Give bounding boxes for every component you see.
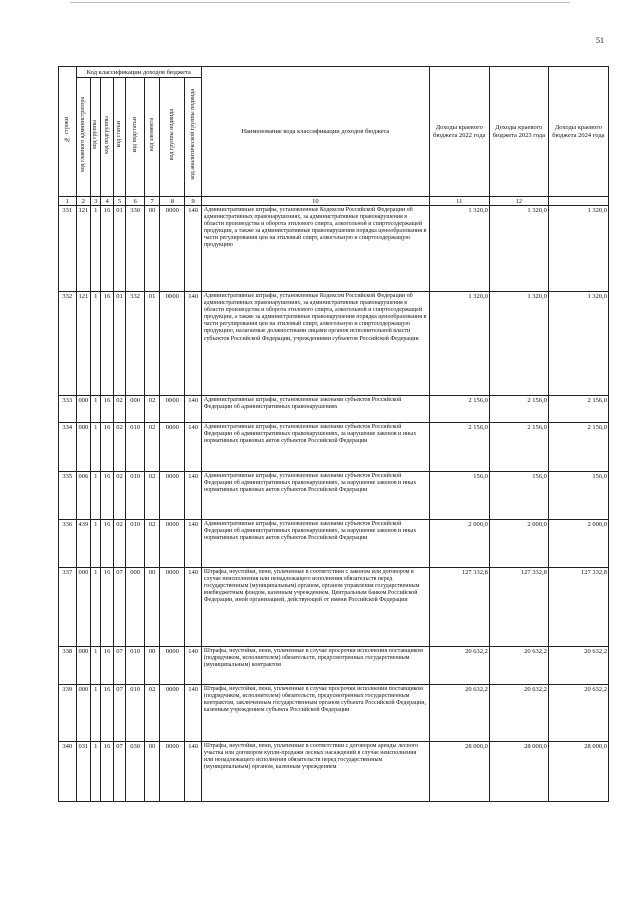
column-number: 2 (76, 197, 90, 206)
income-2022: 1 320,0 (429, 292, 489, 396)
row-number: 339 (59, 685, 77, 742)
row-number: 333 (59, 396, 77, 423)
code-admin: 439 (76, 520, 90, 568)
code-article: 07 (113, 685, 125, 742)
income-2024: 2 156,0 (548, 396, 608, 423)
column-number (548, 197, 608, 206)
code-analytic-group: 140 (185, 647, 202, 685)
header-code-subgroup: код подгруппы (101, 78, 113, 197)
income-2024: 20 632,2 (548, 647, 608, 685)
code-admin: 000 (76, 647, 90, 685)
code-subgroup: 16 (101, 292, 113, 396)
code-analytic-group: 140 (185, 396, 202, 423)
header-row-number: № строки (59, 67, 77, 197)
row-number: 332 (59, 292, 77, 396)
code-article: 01 (113, 292, 125, 396)
code-subarticle: 330 (126, 206, 145, 292)
income-2022: 20 632,2 (429, 685, 489, 742)
code-group: 1 (91, 520, 101, 568)
code-subarticle: 000 (126, 568, 145, 647)
income-2023: 1 320,0 (489, 292, 548, 396)
income-2024: 2 000,0 (548, 520, 608, 568)
code-analytic-group: 140 (185, 292, 202, 396)
column-number: 1 (59, 197, 77, 206)
header-code-article: код статьи (113, 78, 125, 197)
code-admin: 121 (76, 292, 90, 396)
row-name: Административные штрафы, установленные Кодексом Российской Федерации об административных правонарушениях, за административные правонарушения в области производства и оборота этилового спирта, алкогольной и спиртосодержащей продукции, а также за административные правонарушения порядка ценообразования в части регулирования цен на этиловый спирт, алкогольную и спиртосодержащую продукцию (201, 206, 429, 292)
income-2022: 1 320,0 (429, 206, 489, 292)
income-2023: 2 156,0 (489, 423, 548, 472)
code-admin: 121 (76, 206, 90, 292)
code-article: 02 (113, 396, 125, 423)
column-number: 5 (113, 197, 125, 206)
column-number: 4 (101, 197, 113, 206)
code-subgroup: 16 (101, 568, 113, 647)
column-number: 10 (201, 197, 429, 206)
code-admin: 006 (76, 472, 90, 520)
column-number: 6 (126, 197, 145, 206)
code-article: 07 (113, 568, 125, 647)
code-subtype-group: 0000 (160, 742, 185, 802)
code-subgroup: 16 (101, 647, 113, 685)
income-2024: 1 320,0 (548, 206, 608, 292)
row-name: Административные штрафы, установленные законами субъектов Российской Федерации об административных правонарушениях, за нарушение законов и иных нормативных правовых актов субъектов Российской Федерации (201, 520, 429, 568)
row-number: 337 (59, 568, 77, 647)
code-element: 02 (144, 472, 160, 520)
code-subtype-group: 0000 (160, 472, 185, 520)
income-2023: 28 000,0 (489, 742, 548, 802)
code-subarticle: 010 (126, 685, 145, 742)
income-2022: 2 156,0 (429, 423, 489, 472)
code-subgroup: 16 (101, 685, 113, 742)
code-subtype-group: 0000 (160, 396, 185, 423)
code-article: 07 (113, 647, 125, 685)
code-element: 01 (144, 292, 160, 396)
row-name: Административные штрафы, установленные законами субъектов Российской Федерации об административных правонарушениях, за нарушение законов и иных нормативных правовых актов субъектов Российской Федерации (201, 472, 429, 520)
code-subtype-group: 0000 (160, 292, 185, 396)
row-number: 335 (59, 472, 77, 520)
income-2023: 20 632,2 (489, 685, 548, 742)
income-2023: 127 332,8 (489, 568, 548, 647)
budget-income-table (58, 66, 609, 802)
income-2023: 2 156,0 (489, 396, 548, 423)
code-group: 1 (91, 396, 101, 423)
income-2024: 2 156,0 (548, 423, 608, 472)
code-subarticle: 332 (126, 292, 145, 396)
code-subgroup: 16 (101, 423, 113, 472)
code-article: 01 (113, 206, 125, 292)
code-subgroup: 16 (101, 520, 113, 568)
code-subtype-group: 0000 (160, 206, 185, 292)
header-code-subtype-group: код группы подвида (160, 78, 185, 197)
table-row (59, 568, 609, 647)
code-element: 00 (144, 206, 160, 292)
table-row (59, 396, 609, 423)
income-2022: 2 156,0 (429, 396, 489, 423)
income-2022: 2 000,0 (429, 520, 489, 568)
column-numbers-row (59, 197, 609, 206)
income-2024: 1 320,0 (548, 292, 608, 396)
table-row (59, 292, 609, 396)
code-element: 00 (144, 647, 160, 685)
code-subgroup: 16 (101, 396, 113, 423)
row-number: 334 (59, 423, 77, 472)
row-name: Административные штрафы, установленные законами субъектов Российской Федерации об административных правонарушениях, за нарушение законов и иных нормативных правовых актов субъектов Российской Федерации (201, 423, 429, 472)
table-row (59, 423, 609, 472)
table-row (59, 685, 609, 742)
income-2023: 2 000,0 (489, 520, 548, 568)
code-admin: 000 (76, 423, 90, 472)
code-subgroup: 16 (101, 472, 113, 520)
header-code-admin: код главного администратора (76, 78, 90, 197)
code-subarticle: 010 (126, 520, 145, 568)
column-number: 9 (185, 197, 202, 206)
code-group: 1 (91, 423, 101, 472)
code-analytic-group: 140 (185, 472, 202, 520)
row-number: 338 (59, 647, 77, 685)
header-code-group-col: код группы (91, 78, 101, 197)
row-number: 340 (59, 742, 77, 802)
code-analytic-group: 140 (185, 423, 202, 472)
code-subarticle: 010 (126, 647, 145, 685)
code-subarticle: 030 (126, 742, 145, 802)
income-2024: 156,0 (548, 472, 608, 520)
income-2024: 127 332,8 (548, 568, 608, 647)
code-element: 02 (144, 396, 160, 423)
header-code-subarticle: код подстатьи (126, 78, 145, 197)
table-row (59, 206, 609, 292)
code-admin: 000 (76, 568, 90, 647)
row-name: Административные штрафы, установленные законами субъектов Российской Федерации об административных правонарушениях (201, 396, 429, 423)
code-subtype-group: 0000 (160, 520, 185, 568)
income-2022: 20 632,2 (429, 647, 489, 685)
code-element: 02 (144, 520, 160, 568)
header-code-analytic-group: код аналитической группы подвида (185, 78, 202, 197)
code-subarticle: 010 (126, 472, 145, 520)
page-number: 51 (596, 36, 604, 45)
income-2023: 1 320,0 (489, 206, 548, 292)
code-group: 1 (91, 206, 101, 292)
code-analytic-group: 140 (185, 520, 202, 568)
code-subtype-group: 0000 (160, 568, 185, 647)
income-2023: 20 632,2 (489, 647, 548, 685)
header-code-element: код элемента (144, 78, 160, 197)
row-name: Штрафы, неустойки, пени, уплаченные в случае просрочки исполнения поставщиком (подрядчиком, исполнителем) обязательств, предусмотренных государственным контрактом, заключенным государственным органом субъекта Российской Федерации, казенным учреждением субъекта Российской Федерации (201, 685, 429, 742)
code-group: 1 (91, 472, 101, 520)
row-name: Штрафы, неустойки, пени, уплаченные в случае просрочки исполнения поставщиком (подрядчиком, исполнителем) обязательств, предусмотренных государственным (муниципальным) контрактом (201, 647, 429, 685)
income-2022: 28 000,0 (429, 742, 489, 802)
row-name: Штрафы, неустойки, пени, уплаченные в соответствии с законом или договором в случае неисполнения или ненадлежащего исполнения обязательств перед государственным (муниципальным) органом, органом управления государственным внебюджетным фондом, казенным учреждением, Центральным банком Российской Федерации, иной организацией, действующей от имени Российской Федерации (201, 568, 429, 647)
code-subarticle: 010 (126, 423, 145, 472)
column-number: 3 (91, 197, 101, 206)
row-name: Штрафы, неустойки, пени, уплаченные в соответствии с договором аренды лесного участка или договором купли-продажи лесных насаждений в случае неисполнения или ненадлежащего исполнения обязательств перед государственным (муниципальным) органом, казенным учреждением (201, 742, 429, 802)
table-row (59, 742, 609, 802)
code-subgroup: 16 (101, 742, 113, 802)
code-group: 1 (91, 685, 101, 742)
code-article: 02 (113, 423, 125, 472)
income-2024: 28 000,0 (548, 742, 608, 802)
header-name: Наименование кода классификации доходов бюджета (201, 67, 429, 197)
column-number: 12 (489, 197, 548, 206)
code-element: 02 (144, 423, 160, 472)
code-admin: 000 (76, 396, 90, 423)
header-income-2024: Доходы краевого бюджета 2024 года (548, 67, 608, 197)
header-code-group: Код классификации доходов бюджета (76, 67, 201, 78)
scan-edge-line (70, 2, 570, 3)
column-number: 7 (144, 197, 160, 206)
code-element: 02 (144, 685, 160, 742)
code-subgroup: 16 (101, 206, 113, 292)
income-2023: 156,0 (489, 472, 548, 520)
table-row (59, 472, 609, 520)
code-group: 1 (91, 292, 101, 396)
header-income-2022: Доходы краевого бюджета 2022 года (429, 67, 489, 197)
code-article: 07 (113, 742, 125, 802)
code-subtype-group: 0000 (160, 423, 185, 472)
code-subarticle: 000 (126, 396, 145, 423)
code-group: 1 (91, 742, 101, 802)
row-name: Административные штрафы, установленные Кодексом Российской Федерации об административных правонарушениях, за административные правонарушения в области производства и оборота этилового спирта, алкогольной и спиртосодержащей продукции, а также за административные правонарушения порядка ценообразования в части регулирования цен на этиловый спирт, алкогольную и спиртосодержащую продукцию, налагаемые должностными лицами органов исполнительной власти субъектов Российской Федерации, учреждениями субъектов Российской Федерации (201, 292, 429, 396)
column-number: 8 (160, 197, 185, 206)
income-2022: 127 332,8 (429, 568, 489, 647)
code-admin: 000 (76, 685, 90, 742)
code-article: 02 (113, 520, 125, 568)
header-income-2023: Доходы краевого бюджета 2023 года (489, 67, 548, 197)
code-article: 02 (113, 472, 125, 520)
code-subtype-group: 0000 (160, 685, 185, 742)
row-number: 331 (59, 206, 77, 292)
income-2022: 156,0 (429, 472, 489, 520)
code-group: 1 (91, 568, 101, 647)
code-subtype-group: 0000 (160, 647, 185, 685)
code-group: 1 (91, 647, 101, 685)
table-row (59, 520, 609, 568)
code-admin: 031 (76, 742, 90, 802)
code-element: 00 (144, 568, 160, 647)
code-analytic-group: 140 (185, 685, 202, 742)
code-analytic-group: 140 (185, 206, 202, 292)
column-number: 11 (429, 197, 489, 206)
income-2024: 20 632,2 (548, 685, 608, 742)
code-element: 00 (144, 742, 160, 802)
code-analytic-group: 140 (185, 742, 202, 802)
table-row (59, 647, 609, 685)
row-number: 336 (59, 520, 77, 568)
code-analytic-group: 140 (185, 568, 202, 647)
